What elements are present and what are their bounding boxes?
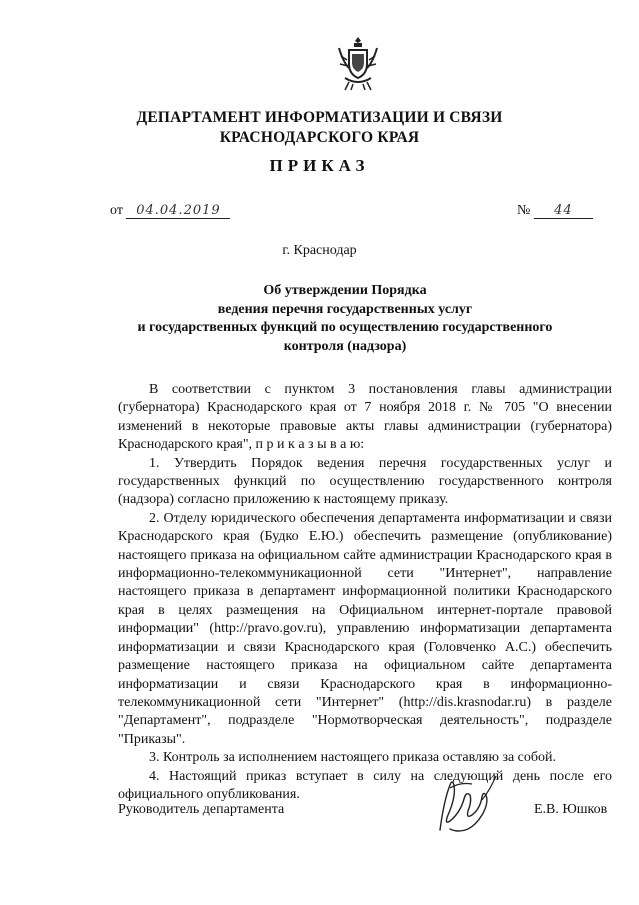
number-prefix: № bbox=[517, 203, 531, 218]
subject-line: контроля (надзора) bbox=[283, 338, 407, 354]
document-type-title: ПРИКАЗ bbox=[269, 156, 370, 175]
date-value: 04.04.2019 bbox=[126, 203, 230, 219]
handwritten-signature bbox=[420, 770, 510, 840]
number-row bbox=[517, 203, 593, 219]
subject-line: и государственных функций по осуществлению государственного bbox=[137, 320, 553, 335]
number-value: 44 bbox=[534, 203, 593, 219]
subject-heading bbox=[110, 282, 580, 356]
order-item-1: 1. Утвердить Порядок ведения перечня государственных услуг и государственных функций по осуществлению государственного контроля (надзора) согласно приложению к настоящему приказу. bbox=[118, 455, 612, 508]
date-row bbox=[110, 203, 230, 219]
order-item-3: 3. Контроль за исполнением настоящего приказа оставляю за собой. bbox=[149, 750, 557, 766]
order-item-4: 4. Настоящий приказ вступает в силу на следующий день после его официального опубликования. bbox=[118, 768, 612, 802]
order-item-2: 2. Отделу юридического обеспечения департамента информатизации и связи Краснодарского края (Будко Е.Ю.) обеспечить размещение (опубликование) настоящего приказа на официальном сайте администрации Краснодарского края в информационно-телекоммуникационной сети "Интернет", направление настоящего приказа в департамент информационной политики Краснодарского края в целях размещения на Официальном интернет-портале правовой информации" (http://pravo.gov.ru), управлению информатизации департамента информатизации и связи Краснодарского края (Головченко А.С.) обеспечить размещение настоящего приказа на официальном сайте департамента информатизации и связи Краснодарского края в информационно-телекоммуникационной сети "Интернет" (http://dis.krasnodar.ru) в разделе "Департамент", подразделе "Нормотворческая деятельность", подразделе "Приказы". bbox=[118, 510, 612, 747]
preamble-paragraph: В соответствии с пунктом 3 постановления главы администрации (губернатора) Краснодарского края от 7 ноября 2018 г. № 705 "О внесении изменений в некоторые правовые акты главы администрации (губернатора) Краснодарского края", п р и к а з ы в а ю: bbox=[118, 382, 612, 453]
organization-name-line2: КРАСНОДАРСКОГО КРАЯ bbox=[219, 129, 420, 146]
order-body bbox=[118, 381, 612, 804]
signatory-position: Руководитель департамента bbox=[118, 802, 285, 817]
signatory-name: Е.В. Юшков bbox=[534, 802, 608, 817]
coat-of-arms-emblem bbox=[335, 34, 381, 94]
subject-line: ведения перечня государственных услуг bbox=[217, 301, 473, 317]
date-prefix: от bbox=[110, 203, 123, 218]
organization-name-line1: ДЕПАРТАМЕНТ ИНФОРМАТИЗАЦИИ И СВЯЗИ bbox=[136, 109, 503, 126]
city: г. Краснодар bbox=[282, 243, 357, 258]
subject-line: Об утверждении Порядка bbox=[263, 283, 427, 298]
